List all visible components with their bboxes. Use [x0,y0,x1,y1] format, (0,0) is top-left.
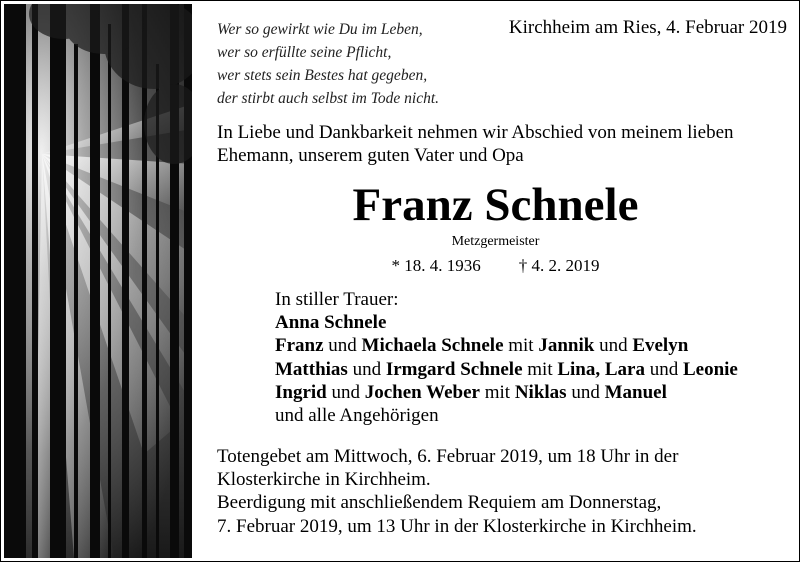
deceased-occupation: Metzgermeister [451,234,540,249]
poem-line: der stirbt auch selbst im Tode nicht. [217,90,440,107]
intro-line: In Liebe und Dankbarkeit nehmen wir Abschied von meinem lieben [217,122,734,143]
mourner-line [275,358,795,381]
mourner-name: Irmgard Schnele [385,358,523,380]
connector-text: und [323,335,362,357]
mourner-line [275,381,795,404]
service-line: 7. Februar 2019, um 13 Uhr in der Klosterkirche in Kirchheim. [217,515,697,537]
connector-text: und [594,335,633,357]
service-line: Beerdigung mit anschließendem Requiem am Donnerstag, [217,492,662,514]
memorial-poem [217,18,487,110]
mourner-name: Franz [275,335,324,357]
mourners-closing: und alle Angehörigen [275,405,439,427]
connector-text: mit [503,335,539,357]
connector-text: und [566,381,605,403]
connector-text: und [347,358,386,380]
mourner-name: Ingrid [275,381,327,403]
connector-text: mit [479,381,515,403]
mourner-name: Michaela Schnele [361,335,504,357]
life-dates [192,256,799,276]
connector-text: mit [522,358,558,380]
mourner-name: Matthias [275,358,348,380]
intro-line: Ehemann, unserem guten Vater und Opa [217,145,524,166]
death-date: † 4. 2. 2019 [518,256,600,275]
mourner-line [275,311,795,334]
deceased-name: Franz Schnele [352,179,639,231]
mourner-name: Anna Schnele [275,312,387,334]
mourner-name: Jannik [538,335,595,357]
poem-line: wer so erfüllte seine Pflicht, [217,44,392,61]
mourner-name: Evelyn [632,335,689,357]
mourner-name: Lina, Lara [557,358,645,380]
mourner-name: Leonie [682,358,738,380]
mourner-line [275,334,795,357]
forest-light-image [4,4,192,558]
connector-text: und [326,381,365,403]
connector-text: und [644,358,683,380]
poem-line: wer stets sein Bestes hat gegeben, [217,67,428,84]
service-details [217,445,797,538]
mourner-name: Manuel [604,381,667,403]
mourners-heading: In stiller Trauer: [275,289,399,310]
mourner-name: Jochen Weber [364,381,480,403]
service-line: Klosterkirche in Kirchheim. [217,469,431,491]
place-and-date: Kirchheim am Ries, 4. Februar 2019 [508,17,787,38]
service-line: Totengebet am Mittwoch, 6. Februar 2019, um 18 Uhr in der [217,446,679,467]
poem-line: Wer so gewirkt wie Du im Leben, [217,21,423,38]
mourners-list [275,288,795,427]
mourner-name: Niklas [514,381,567,403]
farewell-intro [217,121,797,167]
birth-date: * 18. 4. 1936 [391,256,481,275]
